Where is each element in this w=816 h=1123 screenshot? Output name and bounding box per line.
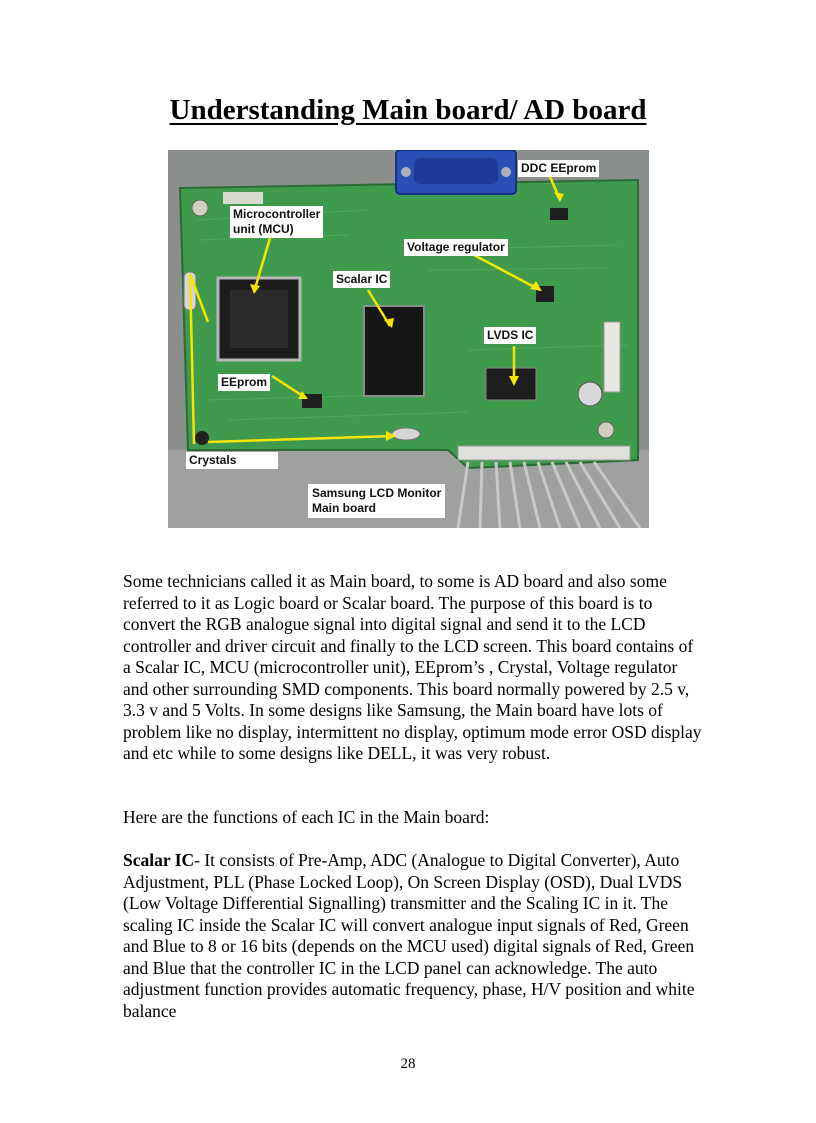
callout-voltage-regulator: Voltage regulator (404, 239, 508, 256)
callout-crystals: Crystals (186, 452, 278, 469)
paragraph-scalar-ic (123, 850, 703, 1022)
scalar-ic-description: - It consists of Pre-Amp, ADC (Analogue to Digital Converter), Auto Adjustment, PLL (Phase Locked Loop), On Screen Display (OSD), Dual LVDS (Low Voltage Differential Signalling) transmitter and the Scaling IC in it. The scaling IC inside the Scalar IC will convert analogue input signals of Red, Green and Blue to 8 or 16 bits (depends on the MCU used) digital signals of Red, Green and Blue that the controller IC in the LCD panel can acknowledge. The auto adjustment function provides automatic frequency, phase, H/V position and white balance (123, 850, 695, 1021)
page-number: 28 (400, 1056, 416, 1072)
page-title: Understanding Main board/ AD board (169, 94, 647, 126)
callout-scalar-ic: Scalar IC (333, 271, 390, 288)
callout-mcu-line2: unit (MCU) (233, 222, 294, 236)
figure-caption (308, 484, 445, 518)
callout-eeprom: EEprom (218, 374, 270, 391)
figure-caption-line1: Samsung LCD Monitor (312, 486, 442, 500)
scalar-ic-heading: Scalar IC (123, 850, 195, 870)
callout-mcu-line1: Microcontroller (233, 207, 321, 221)
figure-caption-line2: Main board (312, 501, 377, 515)
paragraph-functions-intro: Here are the functions of each IC in the Main board: (123, 807, 490, 827)
main-board-photo (168, 150, 649, 528)
callout-ddc-eeprom: DDC EEprom (518, 160, 599, 177)
callout-lvds-ic: LVDS IC (484, 327, 536, 344)
callout-mcu (230, 206, 323, 238)
paragraph-intro: Some technicians called it as Main board, to some is AD board and also some referred to it as Logic board or Scalar board. The purpose of this board is to convert the RGB analogue signal into digital signal and send it to the LCD controller and driver circuit and finally to the LCD screen. This board contains of a Scalar IC, MCU (microcontroller unit), EEprom’s , Crystal, Voltage regulator and other surrounding SMD components. This board normally powered by 2.5 v, 3.3 v and 5 Volts. In some designs like Samsung, the Main board have lots of problem like no display, intermittent no display, optimum mode error OSD display and etc while to some designs like DELL, it was very robust. (123, 571, 702, 763)
